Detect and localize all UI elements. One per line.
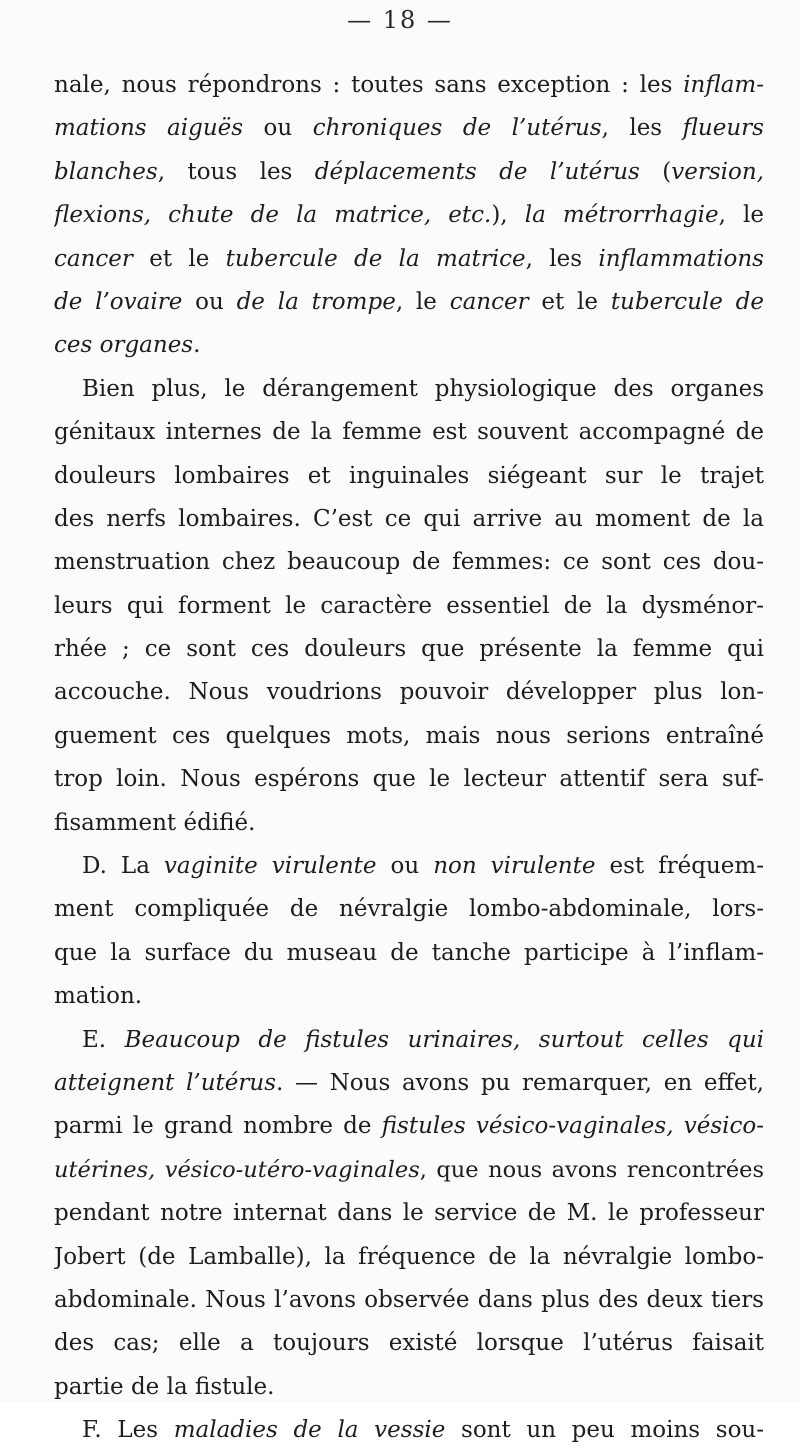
italic-run: cancer [54,245,150,272]
text-run: ou [195,288,237,315]
text-line [54,455,764,498]
italic-run: vaginite virulente [163,853,391,880]
italic-run: cancer [449,288,542,315]
text-run: des cas; elle a toujours existé lorsque l’utérus faisait [54,1330,764,1357]
text-line [54,715,764,758]
text-line [54,845,764,888]
italic-run: tubercule de [610,288,764,315]
text-line [54,194,764,237]
italic-run: flexions, chute de la matrice, etc. [54,202,492,229]
text-run: sont un peu moins sou- [461,1417,764,1444]
text-line [54,1409,764,1452]
text-line [54,324,764,367]
text-run: accouche. Nous voudrions pouvoir développer plus lon- [54,679,764,706]
body-text [54,64,764,1453]
italic-run: la métrorrhagie [524,202,719,229]
italic-run: mations aiguës [54,115,264,142]
text-run: , le [395,288,450,315]
text-line [54,1019,764,1062]
text-line [54,758,764,801]
text-line [54,628,764,671]
text-run: ou [390,853,434,880]
text-run: . [193,332,201,359]
text-line [54,1279,764,1322]
italic-run: version, [671,158,764,185]
text-run: trop loin. Nous espérons que le lecteur attentif sera suf- [54,766,764,793]
text-line [54,1322,764,1365]
text-run: , les [601,115,683,142]
page-number: — 18 — [347,6,453,34]
text-run: , les [525,245,599,272]
text-line [54,671,764,714]
italic-run: blanches [54,158,158,185]
text-run: D. La [82,853,164,880]
italic-run: ces organes [54,332,194,359]
text-run: des nerfs lombaires. C’est ce qui arrive au moment de la [54,505,764,532]
text-line [54,888,764,931]
text-line [54,1366,764,1409]
text-run: nale, nous répondrons : toutes sans exception : les [54,72,684,98]
text-run: ), [491,202,525,229]
text-line [54,1236,764,1279]
text-line [54,368,764,411]
text-run: parmi le grand nombre de [54,1113,382,1140]
text-line [54,151,764,194]
italic-run: de l’ovaire [54,288,196,315]
italic-run: maladies de la vessie [173,1417,462,1444]
text-run: . — Nous avons pu remarquer, en effet, [276,1069,764,1096]
text-line [54,541,764,584]
text-run: et le [541,288,611,315]
text-run: et le [149,245,226,272]
text-line [54,932,764,975]
italic-run: chroniques de l’utérus [312,115,602,142]
italic-run: fistules vésico-vaginales, vésico- [381,1113,764,1140]
text-run: abdominale. Nous l’avons observée dans plus des deux tiers [54,1286,764,1313]
text-run: partie de la fistule. [54,1373,275,1400]
text-run: ou [263,115,313,142]
text-run: menstruation chez beaucoup de femmes: ce sont ces dou- [54,549,764,576]
text-run: pendant notre internat dans le service de M. le professeur [54,1200,764,1227]
text-run: , le [718,202,764,229]
text-run: douleurs lombaires et inguinales siégeant sur le trajet [54,462,764,489]
italic-run: inflammations [598,245,764,272]
text-line [54,64,764,107]
text-run: que la surface du museau de tanche participe à l’inflam- [54,939,764,966]
text-run: fisamment édifié. [54,809,256,836]
italic-run: atteignent l’utérus [54,1069,276,1096]
text-run: mation. [54,983,143,1010]
italic-run: inflam- [683,72,764,98]
text-run: E. [82,1026,125,1053]
italic-run: Beaucoup de fistules urinaires, surtout celles qui [124,1026,764,1053]
text-line [54,1192,764,1235]
text-run: leurs qui forment le caractère essentiel de la dysménor- [54,592,764,619]
italic-run: déplacements de l’utérus [314,158,663,185]
text-line [54,975,764,1018]
text-line [54,107,764,150]
text-line [54,585,764,628]
text-line [54,498,764,541]
italic-run: flueurs [682,115,764,142]
text-run: Jobert (de Lamballe), la fréquence de la névralgie lombo- [54,1243,764,1270]
text-run: Bien plus, le dérangement physiologique des organes [82,375,764,402]
text-run: génitaux internes de la femme est souvent accompagné de [54,419,764,446]
text-line [54,411,764,454]
text-run: guement ces quelques mots, mais nous serions entraîné [54,722,764,749]
italic-run: non virulente [433,853,610,880]
text-run: ment compliquée de névralgie lombo-abdominale, lors- [54,896,764,923]
italic-run: tubercule de la matrice [225,245,526,272]
text-run: est fréquem- [609,853,764,880]
text-line [54,1062,764,1105]
text-run: , tous les [157,158,315,185]
text-line [54,802,764,845]
text-line [54,238,764,281]
text-line [54,1149,764,1192]
text-line [54,1105,764,1148]
text-run: , que nous avons rencontrées [419,1156,764,1183]
text-run: rhée ; ce sont ces douleurs que présente la femme qui [54,636,764,663]
text-line [54,281,764,324]
text-run: F. Les [82,1417,174,1444]
text-run: ( [662,158,672,185]
italic-run: utérines, vésico-utéro-vaginales [54,1156,420,1183]
italic-run: de la trompe [236,288,396,315]
